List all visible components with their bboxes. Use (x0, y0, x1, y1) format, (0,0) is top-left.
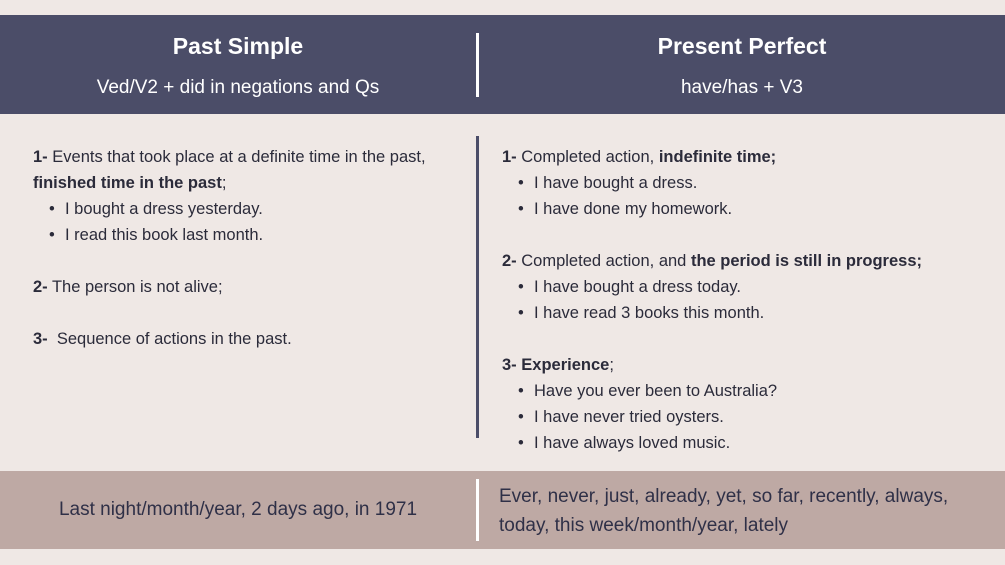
footer-divider (476, 479, 479, 541)
past-use-1-number: 1- (33, 148, 48, 166)
pp-use-3-tail: ; (609, 356, 614, 374)
past-use-1-bold: finished time in the past (33, 174, 222, 192)
pp-use-2-text: Completed action, and (516, 252, 691, 270)
past-use-2-text: The person is not alive; (47, 278, 223, 296)
pp-use-2-examples (502, 274, 992, 326)
past-use-1-text: Events that took place at a definite time in the past, (47, 148, 426, 166)
past-use-1 (33, 144, 453, 196)
pp-use-1-number: 1- (502, 148, 517, 166)
pp-use-1 (502, 144, 992, 170)
present-perfect-formula: have/has + V3 (680, 77, 803, 98)
past-use-2-number: 2- (33, 278, 48, 296)
past-simple-time-expressions: Last night/month/year, 2 days ago, in 1971 (58, 499, 418, 520)
past-simple-formula: Ved/V2 + did in negations and Qs (96, 77, 380, 98)
past-use-3-text: Sequence of actions in the past. (47, 330, 292, 348)
example-item: • I have bought a dress. (534, 170, 992, 196)
time-expressions-footer (0, 471, 1005, 549)
example-item: • I have read 3 books this month. (534, 300, 992, 326)
example-item: • I have never tried oysters. (534, 404, 992, 430)
past-use-1-examples (33, 196, 453, 248)
present-perfect-title: Present Perfect (657, 33, 827, 59)
example-item: • I have done my homework. (534, 196, 992, 222)
pp-use-3-examples (502, 378, 992, 456)
present-perfect-time-expressions: Ever, never, just, already, yet, so far, recently, always, today, this week/month/year, lately (499, 486, 949, 536)
pp-use-3 (502, 352, 992, 378)
example-item: • I have always loved music. (534, 430, 992, 456)
pp-use-2 (502, 248, 992, 274)
present-perfect-header (479, 15, 1005, 114)
past-use-3 (33, 326, 453, 352)
example-item: • I have bought a dress today. (534, 274, 992, 300)
pp-use-3-bold: Experience (516, 356, 610, 374)
pp-use-3-number: 3- (502, 356, 517, 374)
pp-use-1-text: Completed action, (516, 148, 659, 166)
past-simple-title: Past Simple (172, 33, 304, 59)
example-item: • Have you ever been to Australia? (534, 378, 992, 404)
header-banner (0, 15, 1005, 114)
past-use-2 (33, 274, 453, 300)
column-divider (476, 136, 479, 438)
past-simple-uses (33, 144, 453, 352)
example-item: • I bought a dress yesterday. (65, 196, 453, 222)
past-simple-header (0, 15, 476, 114)
past-use-3-number: 3- (33, 330, 48, 348)
pp-use-1-examples (502, 170, 992, 222)
pp-use-1-bold: indefinite time; (658, 148, 777, 166)
present-perfect-uses (502, 144, 992, 456)
pp-use-2-number: 2- (502, 252, 517, 270)
pp-use-2-bold: the period is still in progress; (690, 252, 922, 270)
past-use-1-tail: ; (221, 174, 227, 192)
example-item: • I read this book last month. (65, 222, 453, 248)
